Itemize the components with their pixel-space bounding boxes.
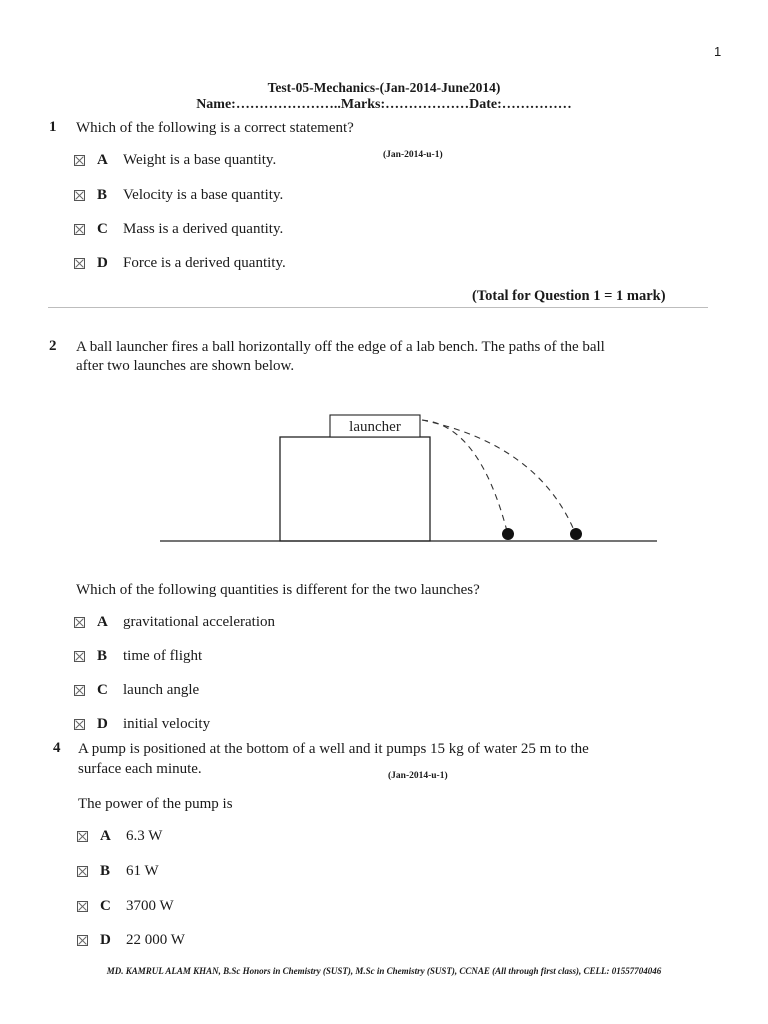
question-2-prompt: Which of the following quantities is different for the two launches?	[76, 582, 480, 598]
q2-option-c[interactable]	[74, 679, 199, 701]
option-text: 61 W	[126, 862, 159, 879]
q2-option-d[interactable]	[74, 713, 210, 735]
q1-option-a[interactable]	[74, 149, 276, 171]
q2-option-b[interactable]	[74, 645, 202, 667]
option-letter: D	[97, 254, 108, 271]
checkbox-icon[interactable]	[77, 935, 88, 946]
checkbox-icon[interactable]	[77, 901, 88, 912]
option-letter: C	[100, 897, 111, 914]
q4-option-b[interactable]	[77, 860, 159, 882]
ball-launcher-diagram	[150, 400, 670, 550]
test-title: Test-05-Mechanics-(Jan-2014-June2014)	[267, 80, 501, 95]
checkbox-icon[interactable]	[74, 617, 85, 628]
option-text: time of flight	[123, 647, 203, 664]
question-4-text-line-1: A pump is positioned at the bottom of a well and it pumps 15 kg of water 25 m to the	[78, 741, 589, 757]
option-text: 3700 W	[126, 897, 174, 914]
q4-option-c[interactable]	[77, 895, 174, 917]
checkbox-icon[interactable]	[74, 155, 85, 166]
option-letter: D	[97, 715, 108, 732]
checkbox-icon[interactable]	[74, 258, 85, 269]
checkbox-icon[interactable]	[77, 866, 88, 877]
option-letter: C	[97, 681, 108, 698]
question-2-number: 2	[49, 338, 57, 354]
question-4-reference: (Jan-2014-u-1)	[388, 771, 448, 781]
checkbox-icon[interactable]	[74, 685, 85, 696]
option-text: initial velocity	[123, 715, 211, 732]
checkbox-icon[interactable]	[74, 651, 85, 662]
option-text: Mass is a derived quantity.	[123, 220, 284, 237]
option-letter: B	[97, 186, 108, 203]
option-letter: B	[100, 862, 111, 879]
option-letter: A	[97, 613, 108, 630]
option-text: 22 000 W	[126, 931, 185, 948]
name-marks-date-line: Name:…………………..Marks:………………Date:……………	[196, 97, 572, 112]
option-letter: D	[100, 931, 111, 948]
lab-bench	[280, 437, 430, 541]
q1-option-d[interactable]	[74, 252, 286, 274]
q1-option-c[interactable]	[74, 218, 283, 240]
question-4-prompt: The power of the pump is	[78, 796, 233, 812]
option-letter: B	[97, 647, 108, 664]
checkbox-icon[interactable]	[74, 190, 85, 201]
question-1-number: 1	[49, 119, 57, 135]
question-1-text: Which of the following is a correct statement?	[76, 120, 354, 136]
page-number: 1	[714, 44, 722, 59]
question-4-number: 4	[53, 740, 61, 756]
option-text: Weight is a base quantity.	[123, 151, 277, 168]
option-letter: C	[97, 220, 108, 237]
option-text: gravitational acceleration	[123, 613, 275, 630]
option-letter: A	[100, 827, 111, 844]
q4-option-d[interactable]	[77, 929, 185, 951]
option-text: launch angle	[123, 681, 200, 698]
ball-landing-2	[570, 528, 582, 540]
question-2-text-line-1: A ball launcher fires a ball horizontally off the edge of a lab bench. The paths of the ball	[76, 339, 605, 355]
q4-option-a[interactable]	[77, 825, 162, 847]
question-4-text-line-2: surface each minute.	[78, 761, 202, 777]
option-text: 6.3 W	[126, 827, 163, 844]
question-1-reference: (Jan-2014-u-1)	[383, 150, 443, 160]
short-trajectory	[422, 420, 508, 535]
option-text: Velocity is a base quantity.	[123, 186, 284, 203]
question-2-text-line-2: after two launches are shown below.	[76, 358, 295, 374]
long-trajectory	[422, 420, 576, 535]
option-text: Force is a derived quantity.	[123, 254, 286, 271]
author-footer: MD. KAMRUL ALAM KHAN, B.Sc Honors in Chemistry (SUST), M.Sc in Chemistry (SUST), CCNAE (All through first class), CELL: 01557704046	[106, 966, 662, 976]
q2-option-a[interactable]	[74, 611, 275, 633]
checkbox-icon[interactable]	[74, 224, 85, 235]
ball-landing-1	[502, 528, 514, 540]
section-divider	[48, 307, 708, 308]
option-letter: A	[97, 151, 108, 168]
checkbox-icon[interactable]	[77, 831, 88, 842]
q1-option-b[interactable]	[74, 184, 283, 206]
launcher-label: launcher	[349, 419, 401, 435]
question-1-total: (Total for Question 1 = 1 mark)	[472, 288, 666, 304]
checkbox-icon[interactable]	[74, 719, 85, 730]
